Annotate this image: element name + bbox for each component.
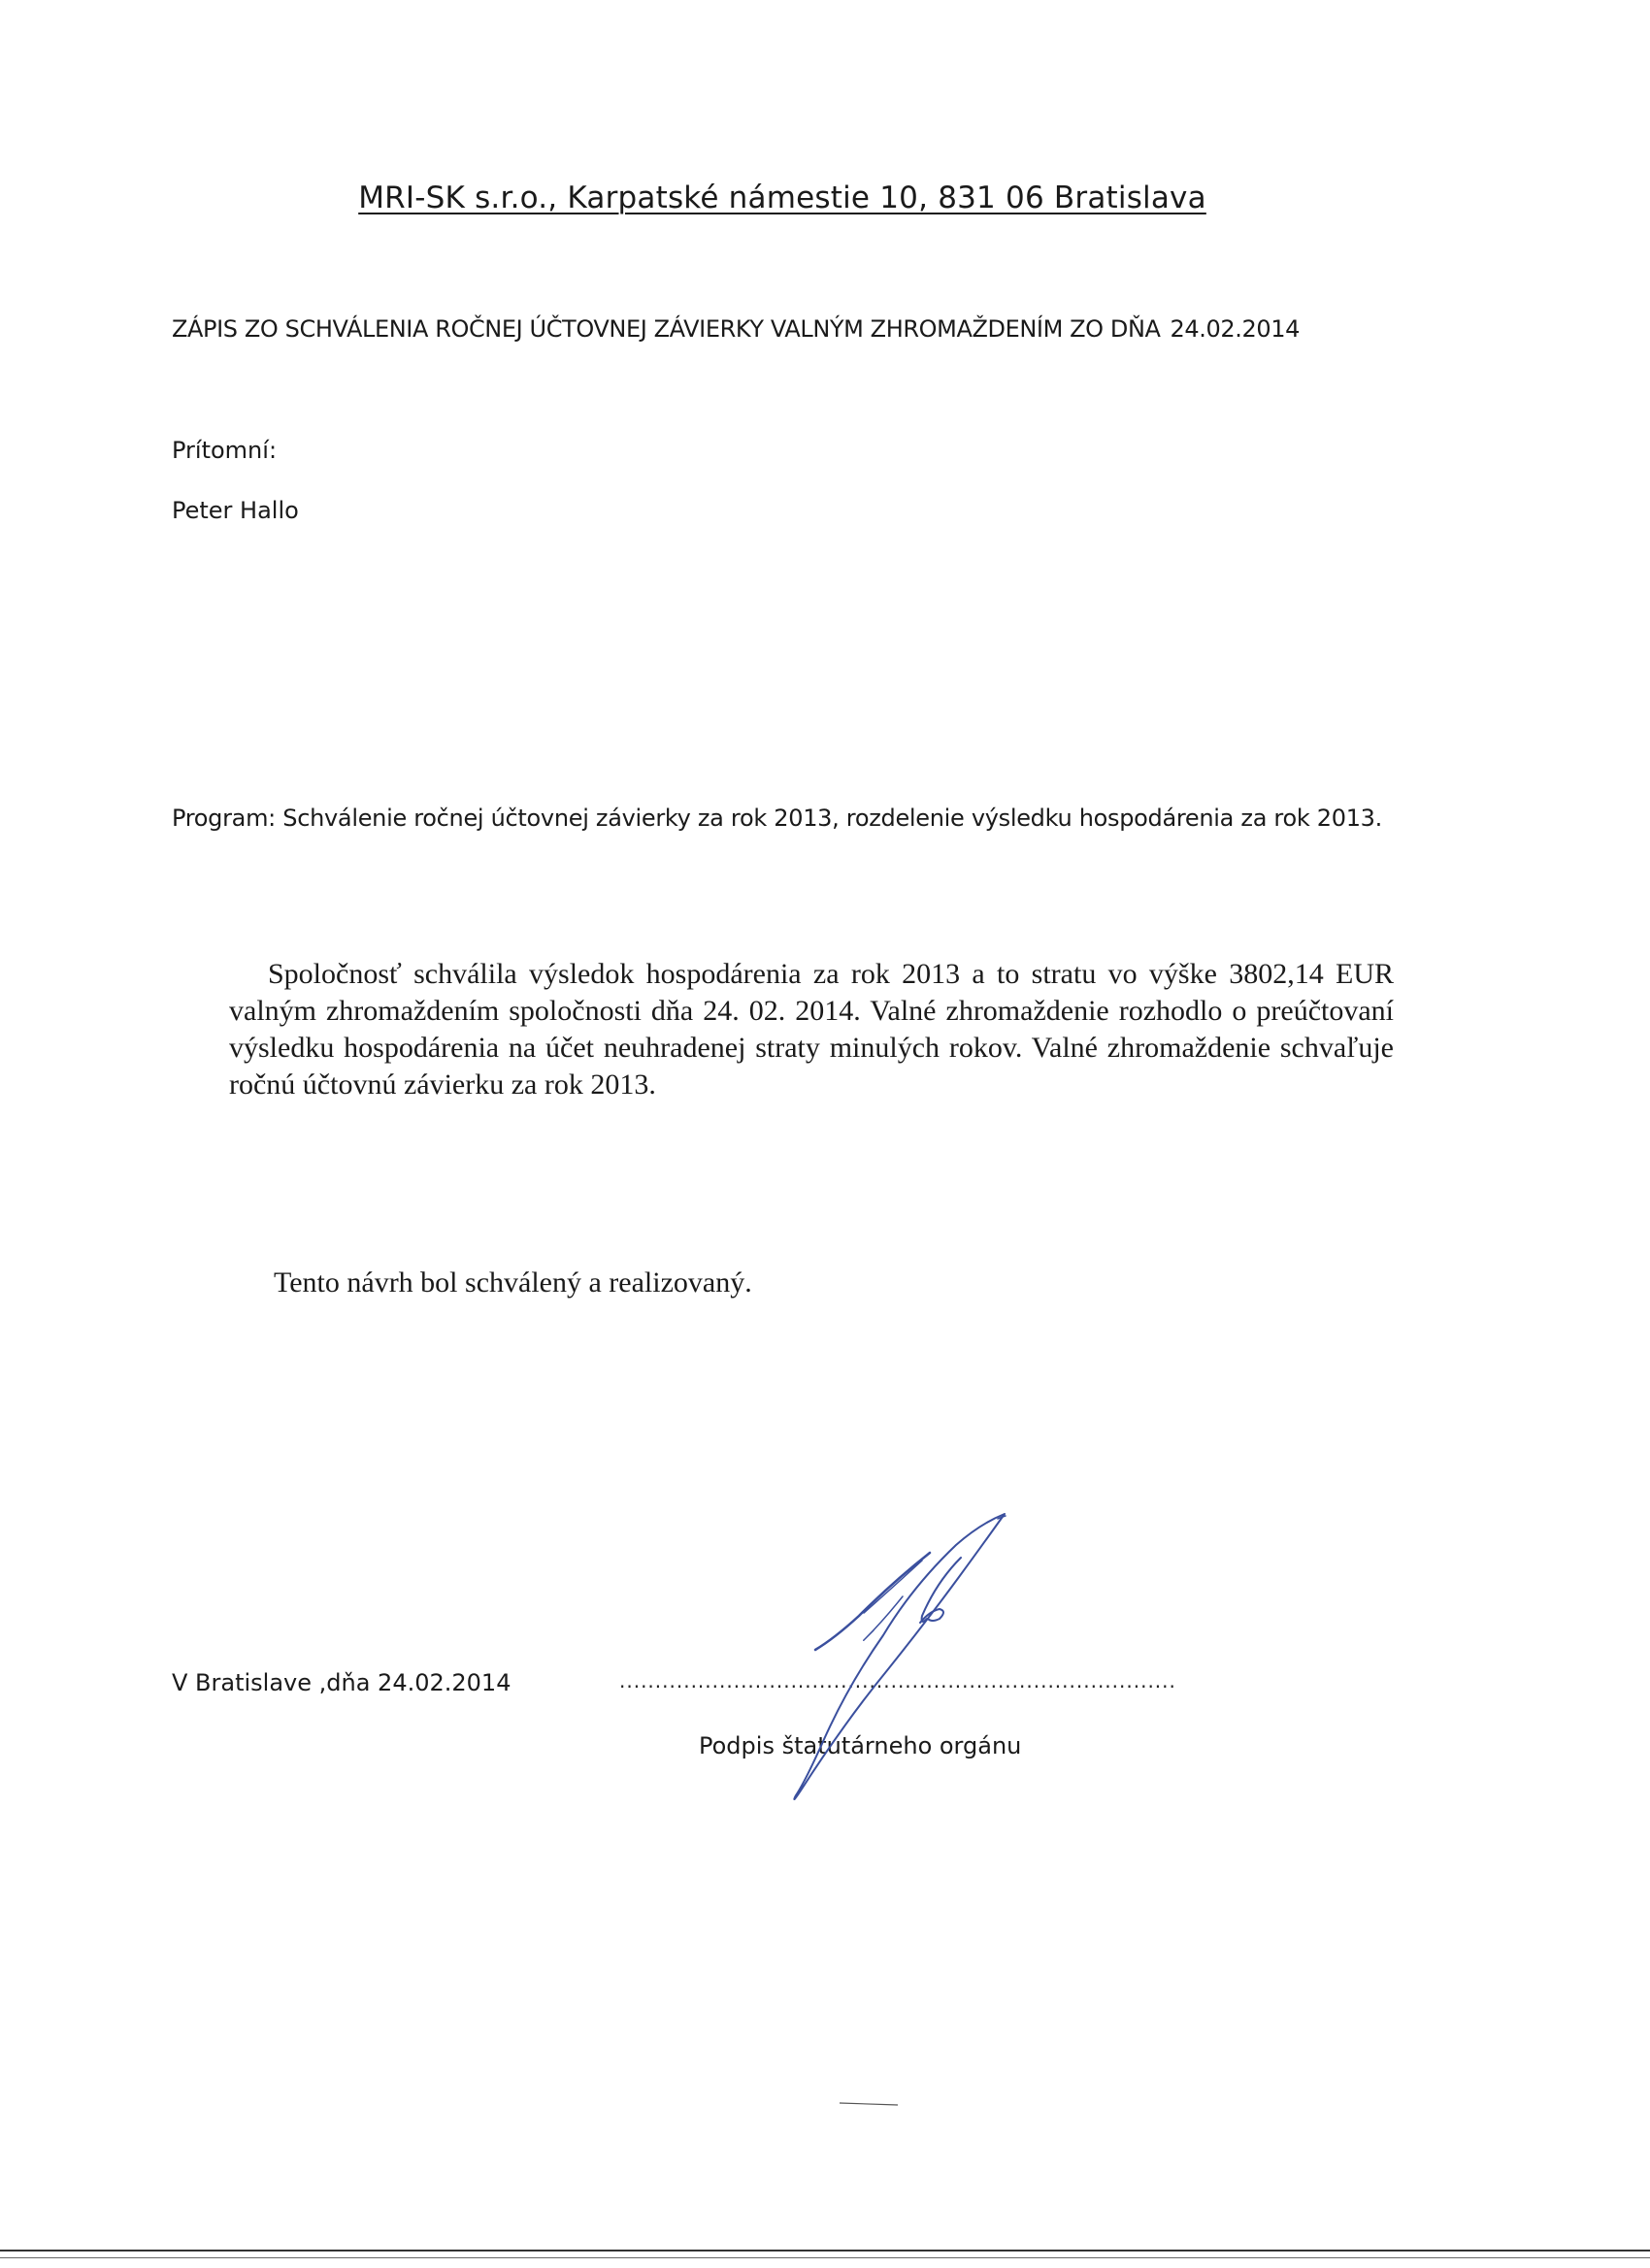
document-title-date: 24.02.2014 (1170, 315, 1300, 343)
signature-stroke (864, 1561, 922, 1613)
present-label: Prítomní: (172, 437, 278, 464)
present-name: Peter Hallo (172, 497, 299, 524)
signature-stroke (815, 1553, 930, 1650)
company-heading: MRI-SK s.r.o., Karpatské námestie 10, 831 06 Bratislava (358, 181, 1206, 215)
signature-line: .............................................................................. (619, 1669, 1176, 1693)
scan-bottom-edge (0, 2250, 1650, 2258)
scan-artifact (840, 2101, 898, 2107)
signature-label: Podpis štatutárneho orgánu (699, 1732, 1022, 1759)
program-text: Program: Schválenie ročnej účtovnej závierky za rok 2013, rozdelenie výsledku hospodárenia za rok 2013. (172, 805, 1382, 832)
handwritten-signature (767, 1514, 1097, 1805)
signature-stroke (794, 1514, 1005, 1799)
approval-statement: Tento návrh bol schválený a realizovaný. (274, 1266, 752, 1298)
place-and-date: V Bratislave ,dňa 24.02.2014 (172, 1669, 512, 1696)
document-title-text: ZÁPIS ZO SCHVÁLENIA ROČNEJ ÚČTOVNEJ ZÁVIERKY VALNÝM ZHROMAŽDENÍM ZO DŇA (172, 315, 1161, 343)
document-title (172, 315, 1300, 343)
resolution-paragraph: Spoločnosť schválila výsledok hospodárenia za rok 2013 a to stratu vo výške 3802,14 EUR valným zhromaždením spoločnosti dňa 24. 02. 2014. Valné zhromaždenie rozhodlo o preúčtovaní výsledku hospodárenia na účet neuhradenej straty minulých rokov. Valné zhromaždenie schvaľuje ročnú účtovnú závierku za rok 2013. (229, 958, 1394, 1101)
signature-stroke (922, 1558, 961, 1622)
